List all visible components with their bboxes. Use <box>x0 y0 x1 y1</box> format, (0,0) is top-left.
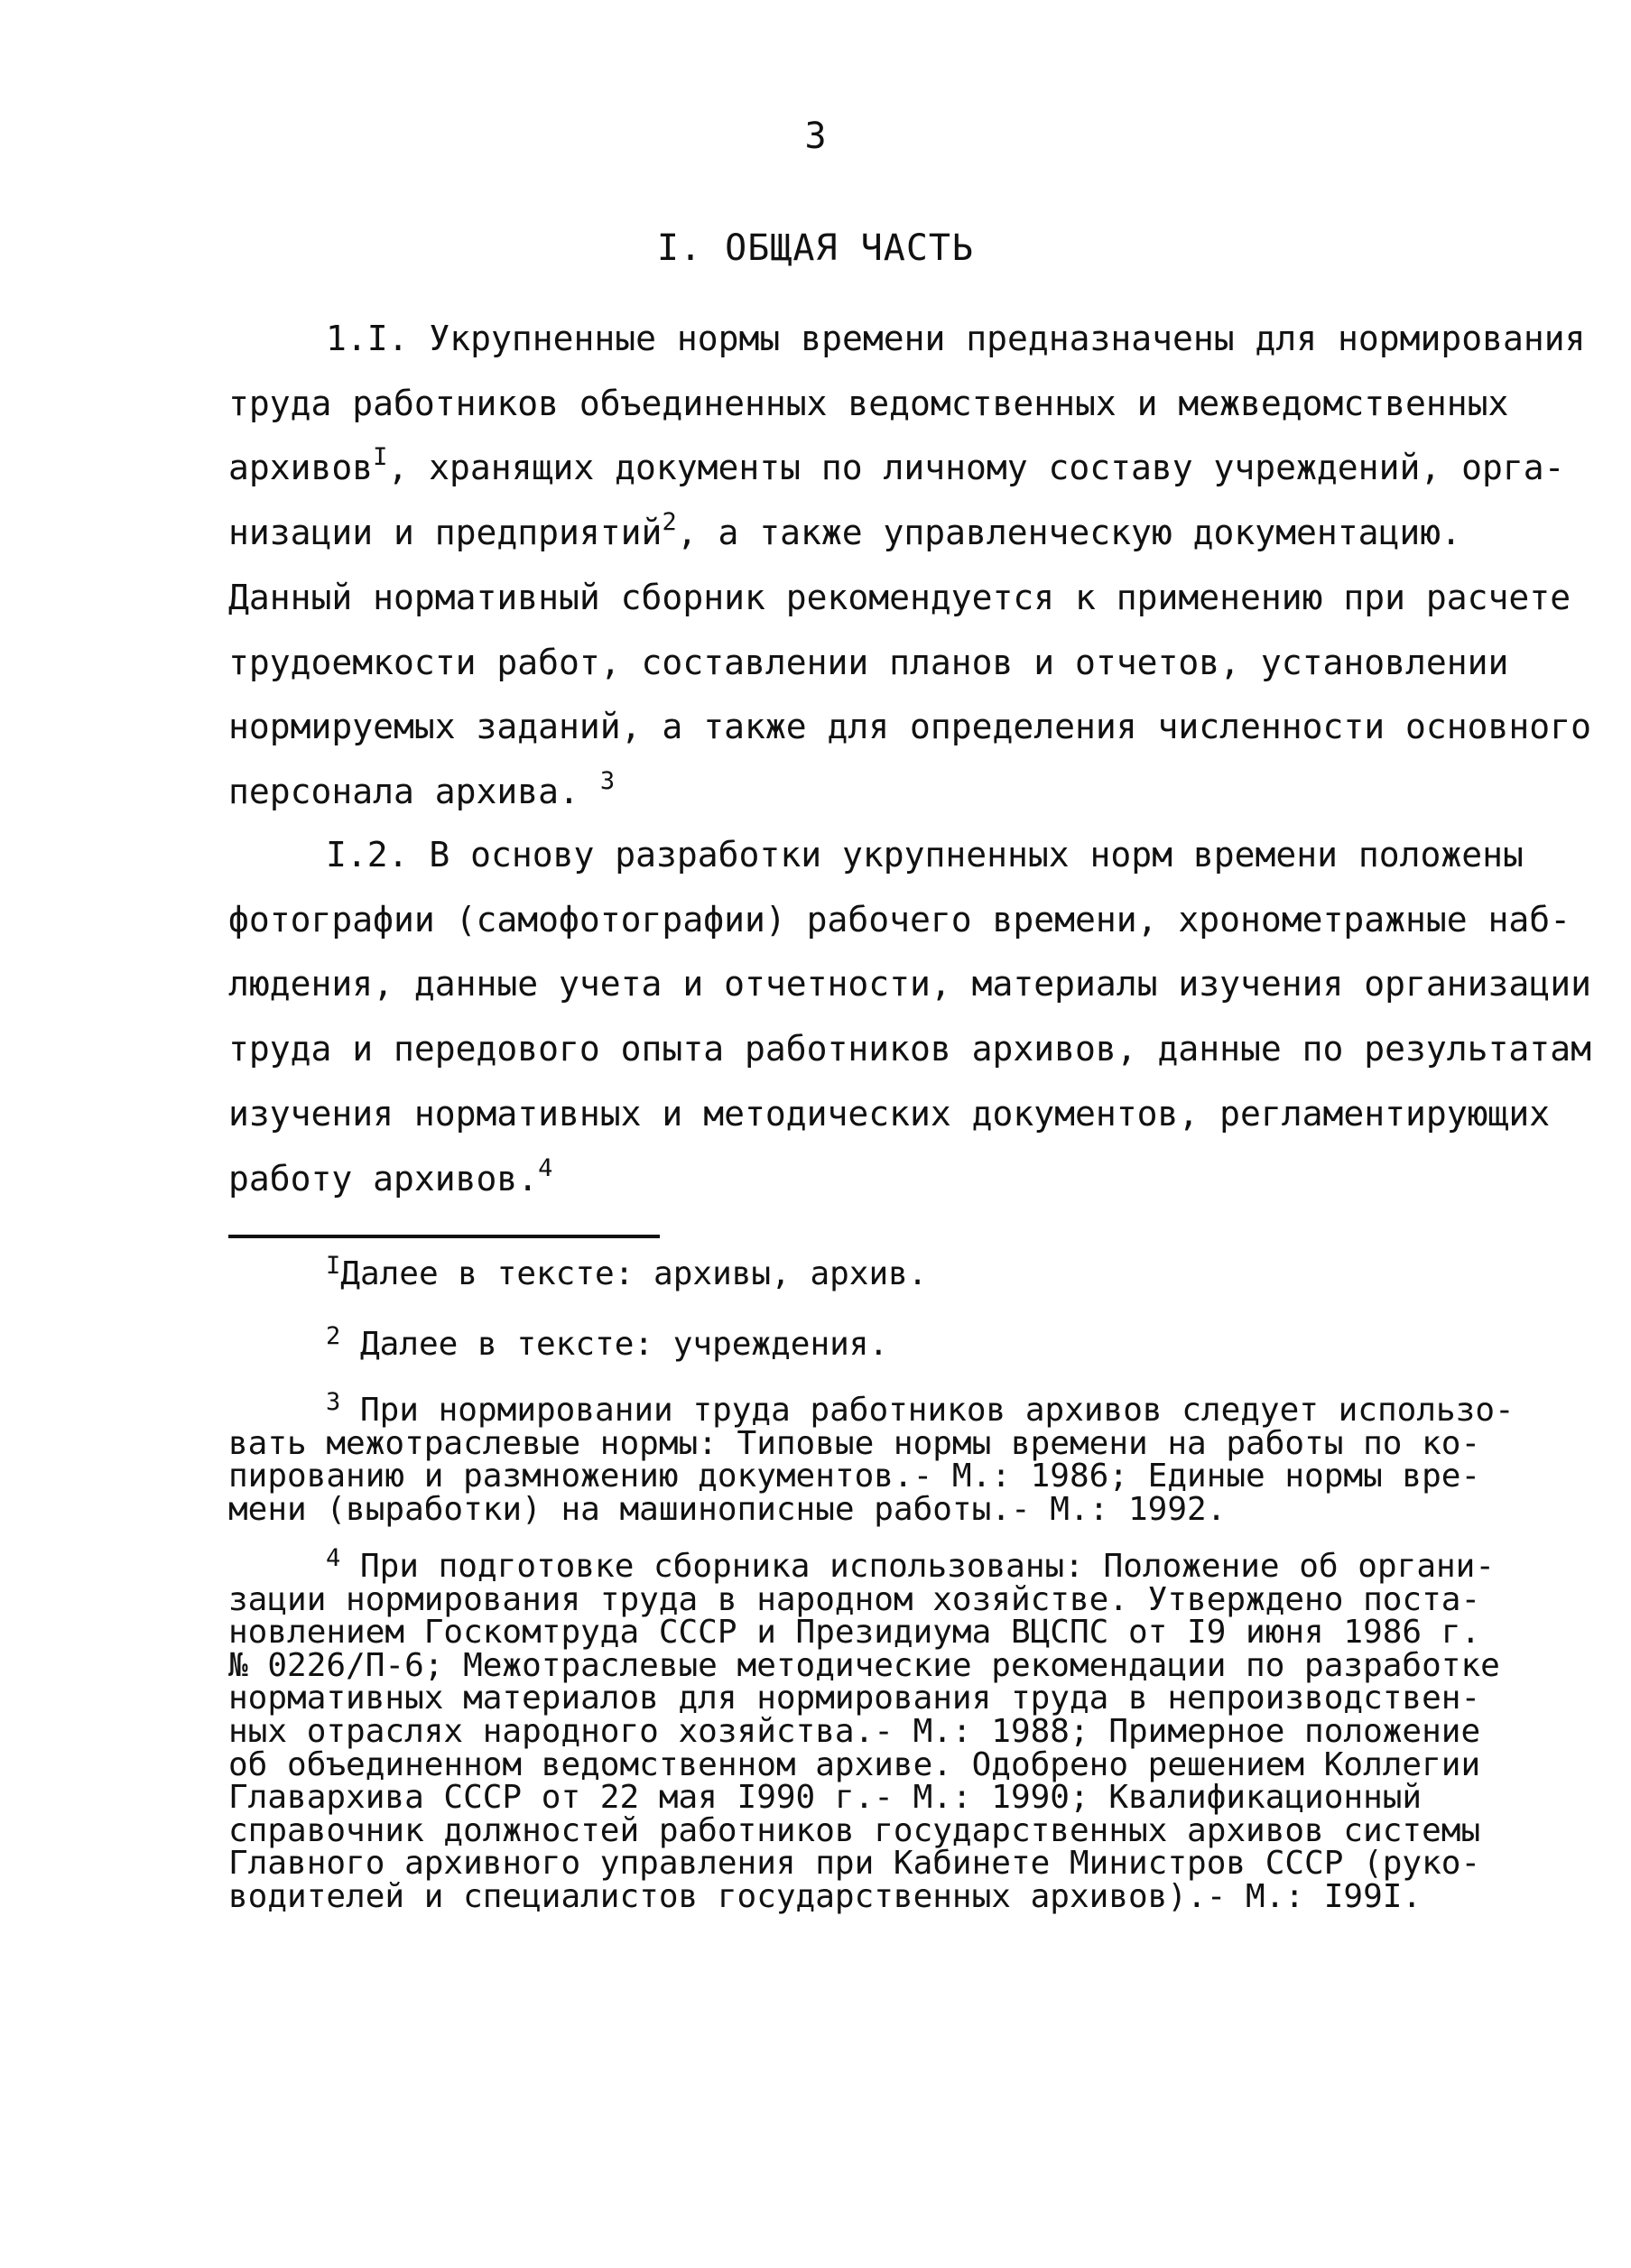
text-run: I.2. В основу разработки укрупненных норм времени положены <box>326 835 1524 875</box>
text-run: низации и предприятий <box>228 513 663 553</box>
paragraph-line <box>228 566 1571 631</box>
footnote-line <box>228 1490 1533 1528</box>
paragraph-line <box>228 823 1533 888</box>
text-run: , хранящих документы по личному составу учреждений, орга- <box>387 448 1565 488</box>
footnote-1 <box>228 1247 1533 1301</box>
footnote-line <box>228 1779 1533 1817</box>
text-run: трудоемкости работ, составлении планов и отчетов, установлении <box>228 642 1509 682</box>
text-run: Главного архивного управления при Кабинете Министров СССР (руко- <box>228 1845 1481 1883</box>
text-run: пированию и размножению документов.- М.: 1986; Единые нормы вре- <box>228 1458 1481 1495</box>
text-run: архивов <box>228 448 374 488</box>
paragraph-line <box>228 760 1533 825</box>
footnote-reference: 4 <box>326 1544 341 1572</box>
footnote-line <box>228 1388 1533 1429</box>
text-run: работу архивов. <box>228 1158 539 1199</box>
footnote-line <box>228 1247 1533 1301</box>
paragraph-line <box>228 631 1533 696</box>
footnote-line <box>228 1877 1533 1915</box>
text-run: , а также управленческую документацию. <box>676 513 1462 553</box>
text-run: вать межотраслевые нормы: Типовые нормы времени на работы по ко- <box>228 1424 1481 1462</box>
text-run: Далее в тексте: архивы, архив. <box>340 1255 928 1292</box>
footnote-line <box>228 1646 1533 1684</box>
paragraph-line <box>228 1082 1551 1147</box>
paragraph-line <box>228 307 1586 372</box>
text-run: фотографии (самофотографии) рабочего времени, хронометражные наб- <box>228 899 1571 940</box>
paragraph-1-2 <box>228 823 1591 1211</box>
text-run: ных отраслях народного хозяйства.- М.: 1988; Примерное положение <box>228 1712 1481 1750</box>
footnote-reference: 2 <box>662 508 677 537</box>
paragraph-line <box>228 1017 1591 1082</box>
footnote-line <box>228 1811 1533 1849</box>
footnote-line <box>228 1847 1533 1881</box>
footnote-4 <box>228 1544 1533 1915</box>
footnote-reference: 3 <box>326 1388 341 1416</box>
paragraph-line <box>228 436 1565 501</box>
footnote-reference: 3 <box>599 766 616 795</box>
text-run: № 0226/П-6; Межотраслевые методические рекомендации по разработке <box>228 1646 1500 1684</box>
text-run: новлением Госкомтруда СССР и Президиума ВЦСПС от I9 июня 1986 г. <box>228 1614 1481 1652</box>
paragraph-1-1 <box>228 307 1591 825</box>
footnote-2 <box>228 1318 1533 1372</box>
text-run: справочник должностей работников государственных архивов системы <box>228 1811 1481 1849</box>
text-run: При подготовке сборника использованы: Положение об органи- <box>340 1548 1496 1585</box>
footnote-line <box>228 1424 1533 1462</box>
footnote-line <box>228 1616 1533 1650</box>
text-run: об объединенном ведомственном архиве. Одобрено решением Коллегии <box>228 1745 1481 1783</box>
page-number: 3 <box>804 116 827 157</box>
paragraph-line <box>228 952 1591 1017</box>
footnote-line <box>228 1460 1533 1494</box>
text-run: мени (выработки) на машинописные работы.- М.: 1992. <box>228 1490 1227 1528</box>
text-run: зации нормирования труда в народном хозяйстве. Утверждено поста- <box>228 1580 1481 1618</box>
text-run: персонала архива. <box>228 771 600 811</box>
footnote-reference: 4 <box>538 1153 553 1182</box>
text-run: труда работников объединенных ведомственных и межведомственных <box>228 383 1509 423</box>
text-run: нормативных материалов для нормирования труда в непроизводствен- <box>228 1680 1481 1717</box>
text-run: Главархива СССР от 22 мая I990 г.- М.: 1990; Квалификационный <box>228 1779 1422 1817</box>
text-run: людения, данные учета и отчетности, материалы изучения организации <box>228 964 1591 1004</box>
text-run: изучения нормативных и методических документов, регламентирующих <box>228 1093 1551 1134</box>
footnote-line <box>228 1544 1533 1585</box>
footnote-line <box>228 1318 1533 1372</box>
section-title: I. ОБЩАЯ ЧАСТЬ <box>656 227 975 269</box>
text-run: Данный нормативный сборник рекомендуется к применению при расчете <box>228 577 1571 617</box>
paragraph-line <box>228 695 1591 760</box>
footnote-line <box>228 1712 1533 1750</box>
paragraph-line <box>228 888 1571 953</box>
footnote-reference: I <box>326 1252 341 1280</box>
footnote-line <box>228 1580 1533 1618</box>
footnote-3 <box>228 1388 1533 1528</box>
text-run: При нормировании труда работников архивов следует использо- <box>340 1392 1515 1429</box>
text-run: труда и передового опыта работников архивов, данные по результатам <box>228 1029 1591 1069</box>
footnote-line <box>228 1682 1533 1716</box>
footnote-reference: 2 <box>326 1322 341 1350</box>
paragraph-line <box>228 1147 1533 1212</box>
paragraph-line <box>228 501 1533 566</box>
paragraph-line <box>228 372 1533 437</box>
footnote-line <box>228 1745 1533 1783</box>
footnote-separator <box>228 1235 660 1238</box>
text-run: 1.I. Укрупненные нормы времени предназначены для нормирования <box>326 319 1586 358</box>
text-run: нормируемых заданий, а также для определения численности основного <box>228 707 1591 747</box>
text-run: Далее в тексте: учреждения. <box>340 1326 889 1363</box>
text-run: водителей и специалистов государственных архивов).- М.: I99I. <box>228 1877 1422 1915</box>
footnote-reference: I <box>373 443 388 472</box>
